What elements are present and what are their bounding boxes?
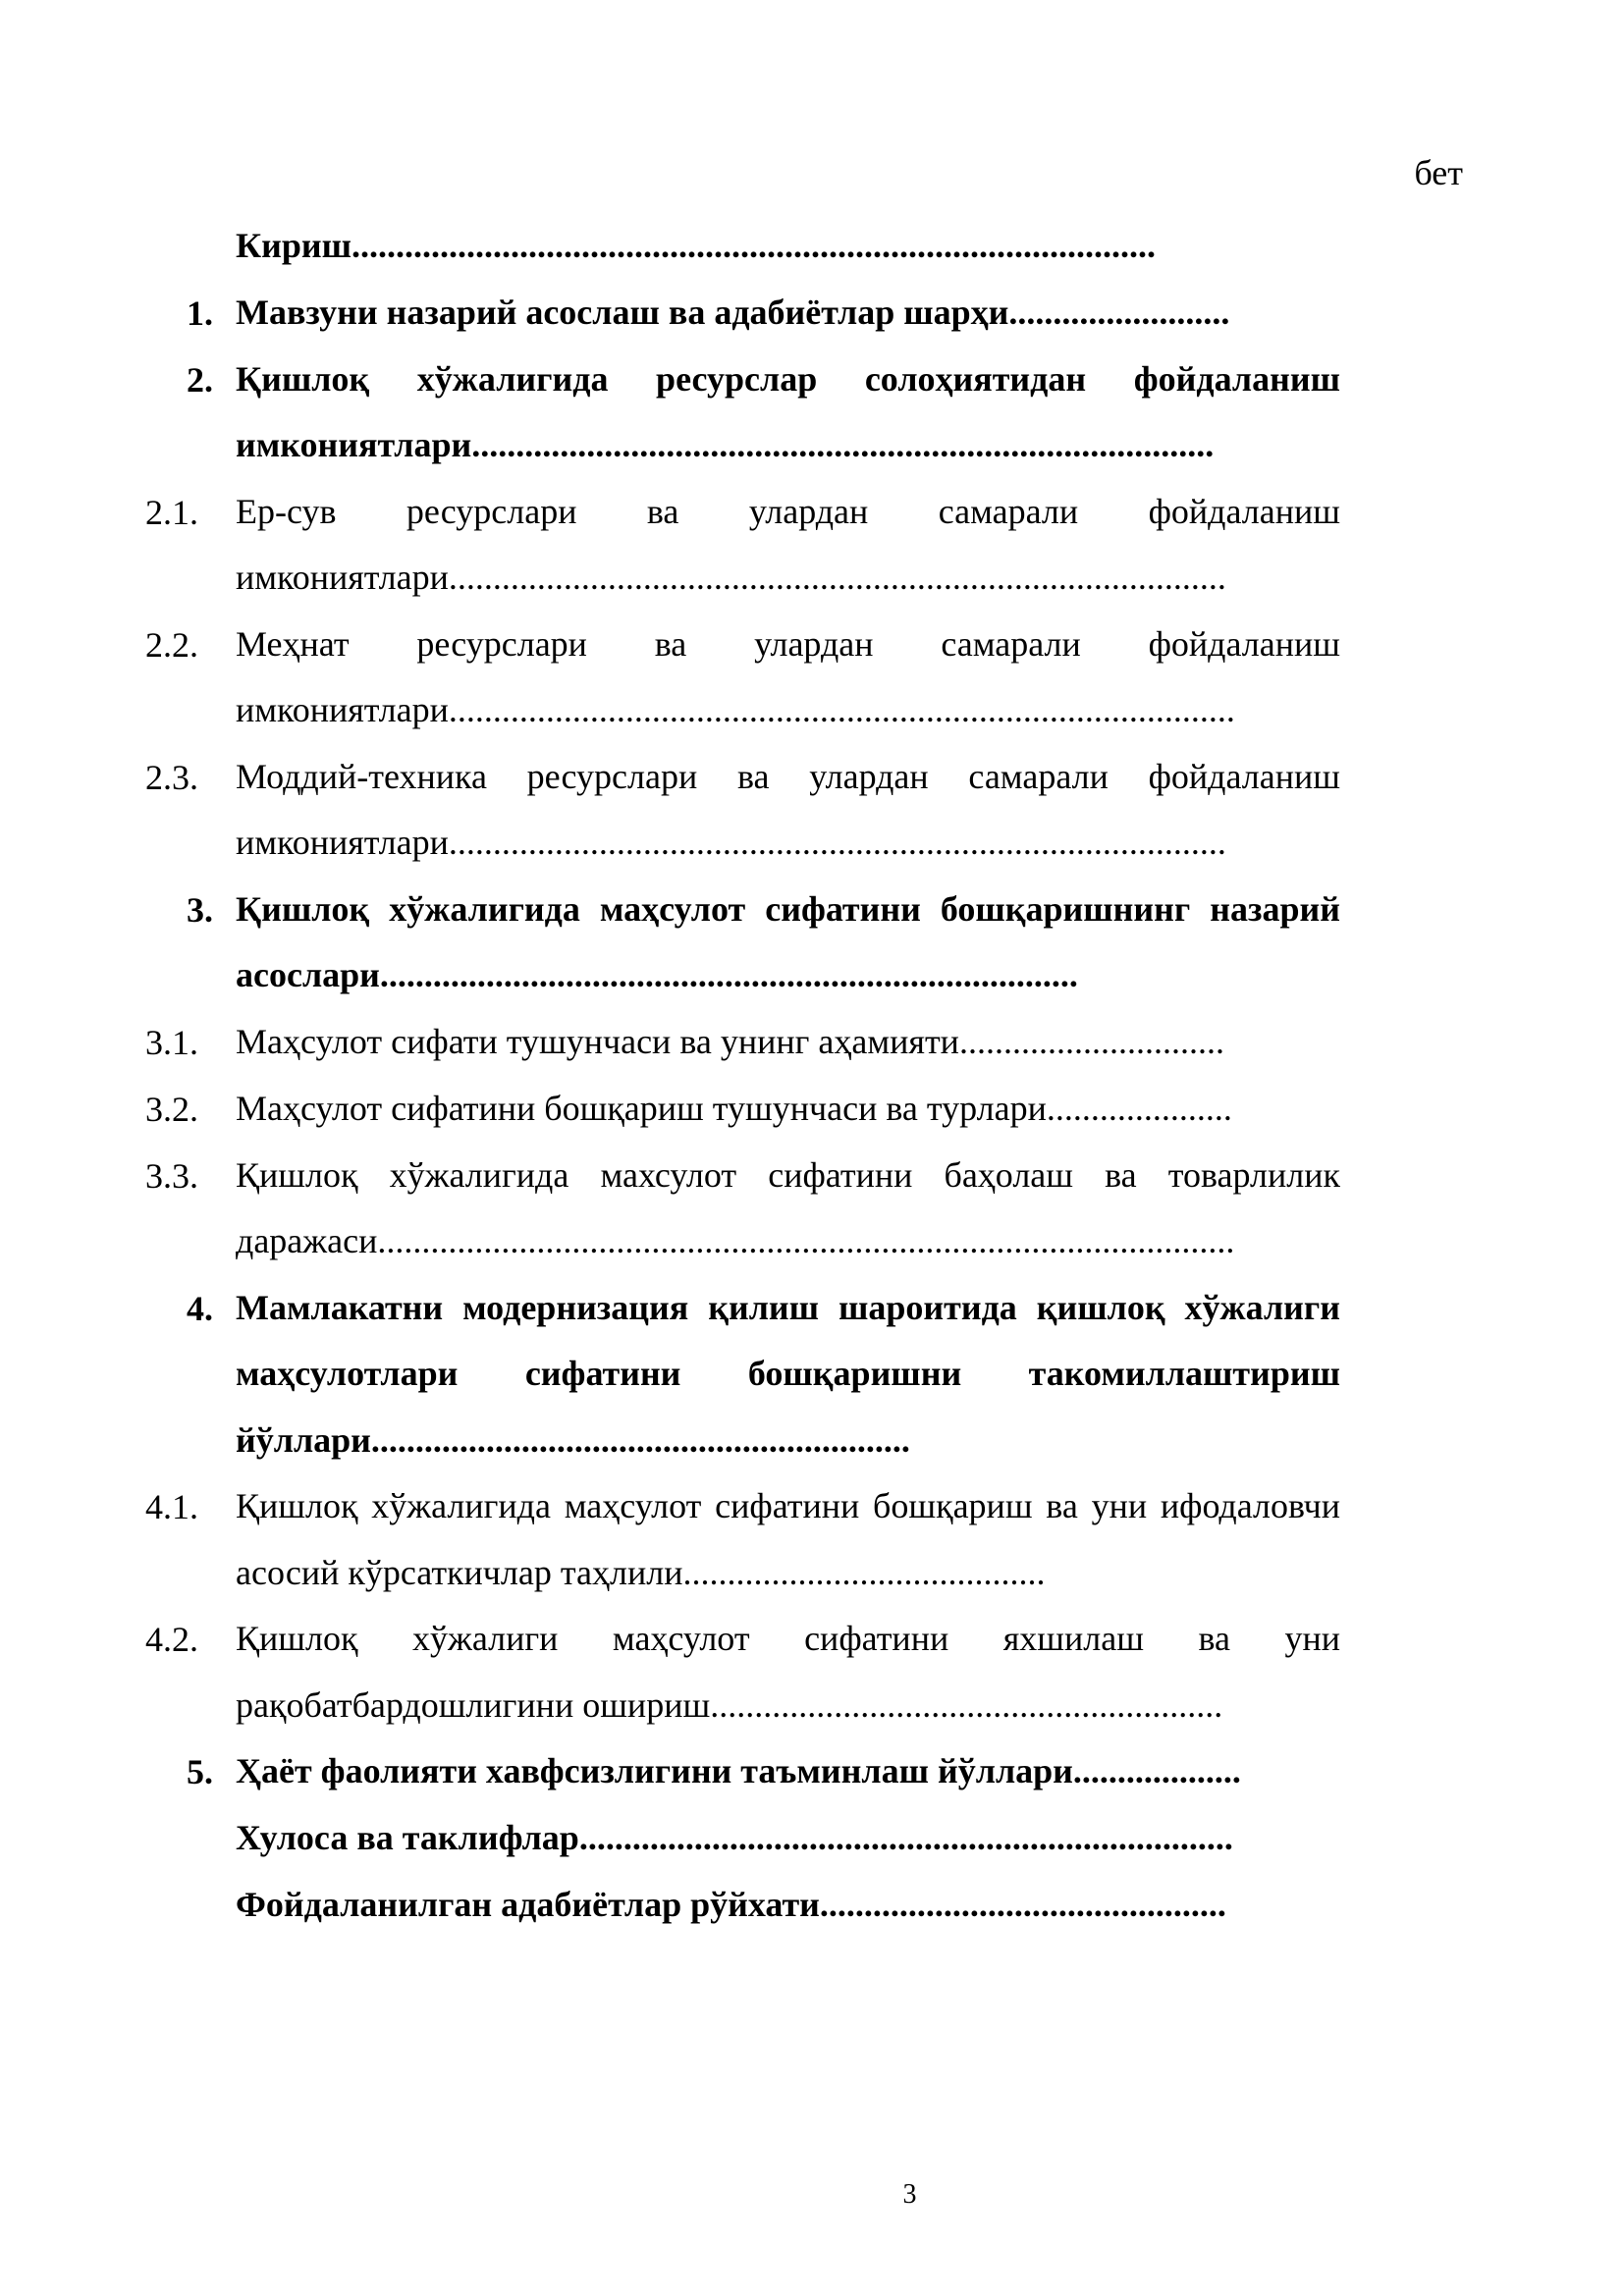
toc-entry-number: 5. xyxy=(187,1752,213,1791)
toc-entry-text xyxy=(236,1738,1340,1805)
toc-entry-title: Қишлоқ хўжалигида махсулот сифатини баҳолаш ва товарлилик даражаси xyxy=(236,1154,1340,1260)
toc-entry-title: Фойдаланилган адабиётлар рўйхати xyxy=(236,1884,820,1924)
toc-entry-title: Меҳнат ресурслари ва улардан самарали фойдаланиш имкониятлари xyxy=(236,623,1340,729)
toc-entry[interactable] xyxy=(0,1805,1623,1872)
toc-entry-text xyxy=(236,1143,1340,1275)
toc-leader-dots: .................................................................................... xyxy=(471,425,1215,464)
toc-entry-number: 4. xyxy=(187,1288,213,1328)
toc-entry[interactable] xyxy=(0,213,1623,280)
toc-entry-text xyxy=(236,479,1340,612)
toc-entry-text xyxy=(236,213,1340,280)
toc-entry[interactable] xyxy=(0,1738,1623,1805)
toc-entry[interactable] xyxy=(0,280,1623,347)
toc-entry-text xyxy=(236,1805,1340,1872)
toc-entry-number: 4.2. xyxy=(145,1620,198,1659)
toc-leader-dots: ........................................................................................... xyxy=(352,226,1157,265)
toc-entry-text xyxy=(236,1872,1340,1939)
toc-leader-dots: ......................... xyxy=(1008,292,1230,332)
toc-entry-text xyxy=(236,1473,1340,1606)
table-of-contents xyxy=(0,213,1623,1938)
toc-entry-number: 1. xyxy=(187,293,213,333)
page-column-label: бет xyxy=(1414,153,1463,192)
toc-leader-dots: ............................................................................... xyxy=(379,955,1078,994)
toc-entry[interactable] xyxy=(0,1473,1623,1606)
toc-entry-title: Қишлоқ хўжалигида маҳсулот сифатини бошқаришнинг назарий асослари xyxy=(236,888,1340,994)
toc-entry-number: 2.1. xyxy=(145,492,198,532)
toc-leader-dots: ..................... xyxy=(1046,1088,1232,1128)
toc-leader-dots: .............................................. xyxy=(819,1884,1226,1924)
toc-entry[interactable] xyxy=(0,877,1623,1009)
toc-leader-dots: ......................................... xyxy=(682,1552,1046,1592)
toc-leader-dots: ............................................................. xyxy=(370,1419,910,1460)
toc-entry-number: 3.1. xyxy=(145,1022,198,1062)
toc-leader-dots: .............................. xyxy=(958,1021,1224,1061)
toc-entry[interactable] xyxy=(0,1606,1623,1738)
toc-entry-text xyxy=(236,744,1340,877)
toc-leader-dots: ........................................................................................ xyxy=(448,823,1226,862)
toc-entry-number: 3.3. xyxy=(145,1155,198,1196)
toc-entry-text xyxy=(236,1275,1340,1474)
toc-leader-dots: ......................................................................................... xyxy=(448,690,1235,729)
toc-entry-number: 3. xyxy=(187,889,213,930)
toc-entry-text xyxy=(236,1076,1340,1143)
toc-entry-title: Маҳсулот сифатини бошқариш тушунчаси ва турлари xyxy=(236,1088,1047,1128)
toc-entry[interactable] xyxy=(0,1143,1623,1275)
toc-entry-title: Хулоса ва таклифлар xyxy=(236,1818,579,1857)
toc-entry[interactable] xyxy=(0,1076,1623,1143)
toc-entry[interactable] xyxy=(0,744,1623,877)
page-number: 3 xyxy=(902,2179,917,2210)
toc-entry[interactable] xyxy=(0,612,1623,744)
toc-entry-number: 2.3. xyxy=(145,757,198,797)
toc-entry[interactable] xyxy=(0,1009,1623,1076)
toc-entry-text xyxy=(236,1606,1340,1738)
toc-entry[interactable] xyxy=(0,479,1623,612)
toc-entry-text xyxy=(236,280,1340,347)
toc-leader-dots: ................................................................................................. xyxy=(377,1221,1235,1260)
toc-entry-number: 2. xyxy=(187,359,213,400)
toc-entry-text xyxy=(236,612,1340,744)
toc-leader-dots: .......................................................................... xyxy=(578,1818,1233,1857)
toc-entry-text xyxy=(236,1009,1340,1076)
toc-entry-title: Қишлоқ хўжалиги маҳсулот сифатини яхшилаш ва уни рақобатбардошлигини ошириш xyxy=(236,1619,1340,1725)
toc-entry-title: Моддий-техника ресурслари ва улардан самарали фойдаланиш имкониятлари xyxy=(236,756,1340,862)
toc-entry-title: Маҳсулот сифати тушунчаси ва унинг аҳамияти xyxy=(236,1021,959,1061)
toc-entry-title: Қишлоқ хўжалигида ресурслар солоҳиятидан фойдаланиш имкониятлари xyxy=(236,358,1340,464)
toc-entry-number: 2.2. xyxy=(145,624,198,665)
toc-entry-title: Кириш xyxy=(236,226,352,265)
toc-entry-number: 3.2. xyxy=(145,1089,198,1129)
toc-entry-title: Ҳаёт фаолияти хавфсизлигини таъминлаш йўллари xyxy=(236,1751,1073,1790)
toc-entry-title: Қишлоқ хўжалигида маҳсулот сифатини бошқариш ва уни ифодаловчи асосий кўрсаткичлар таҳлили xyxy=(236,1486,1340,1592)
toc-entry-text xyxy=(236,347,1340,479)
toc-entry-number: 4.1. xyxy=(145,1487,198,1526)
toc-entry-title: Мамлакатни модернизация қилиш шароитида қишлоқ хўжалиги маҳсулотлари сифатини бошқаришни такомиллаштириш йўллари xyxy=(236,1287,1340,1460)
toc-leader-dots: .......................................................... xyxy=(710,1684,1223,1725)
toc-entry[interactable] xyxy=(0,1275,1623,1474)
toc-entry[interactable] xyxy=(0,1872,1623,1939)
toc-entry[interactable] xyxy=(0,347,1623,479)
toc-entry-title: Ер-сув ресурслари ва улардан самарали фойдаланиш имкониятлари xyxy=(236,491,1340,597)
toc-entry-title: Мавзуни назарий асослаш ва адабиётлар шарҳи xyxy=(236,292,1009,332)
toc-entry-text xyxy=(236,877,1340,1009)
toc-leader-dots: ................... xyxy=(1072,1751,1241,1790)
toc-leader-dots: ........................................................................................ xyxy=(448,558,1226,597)
